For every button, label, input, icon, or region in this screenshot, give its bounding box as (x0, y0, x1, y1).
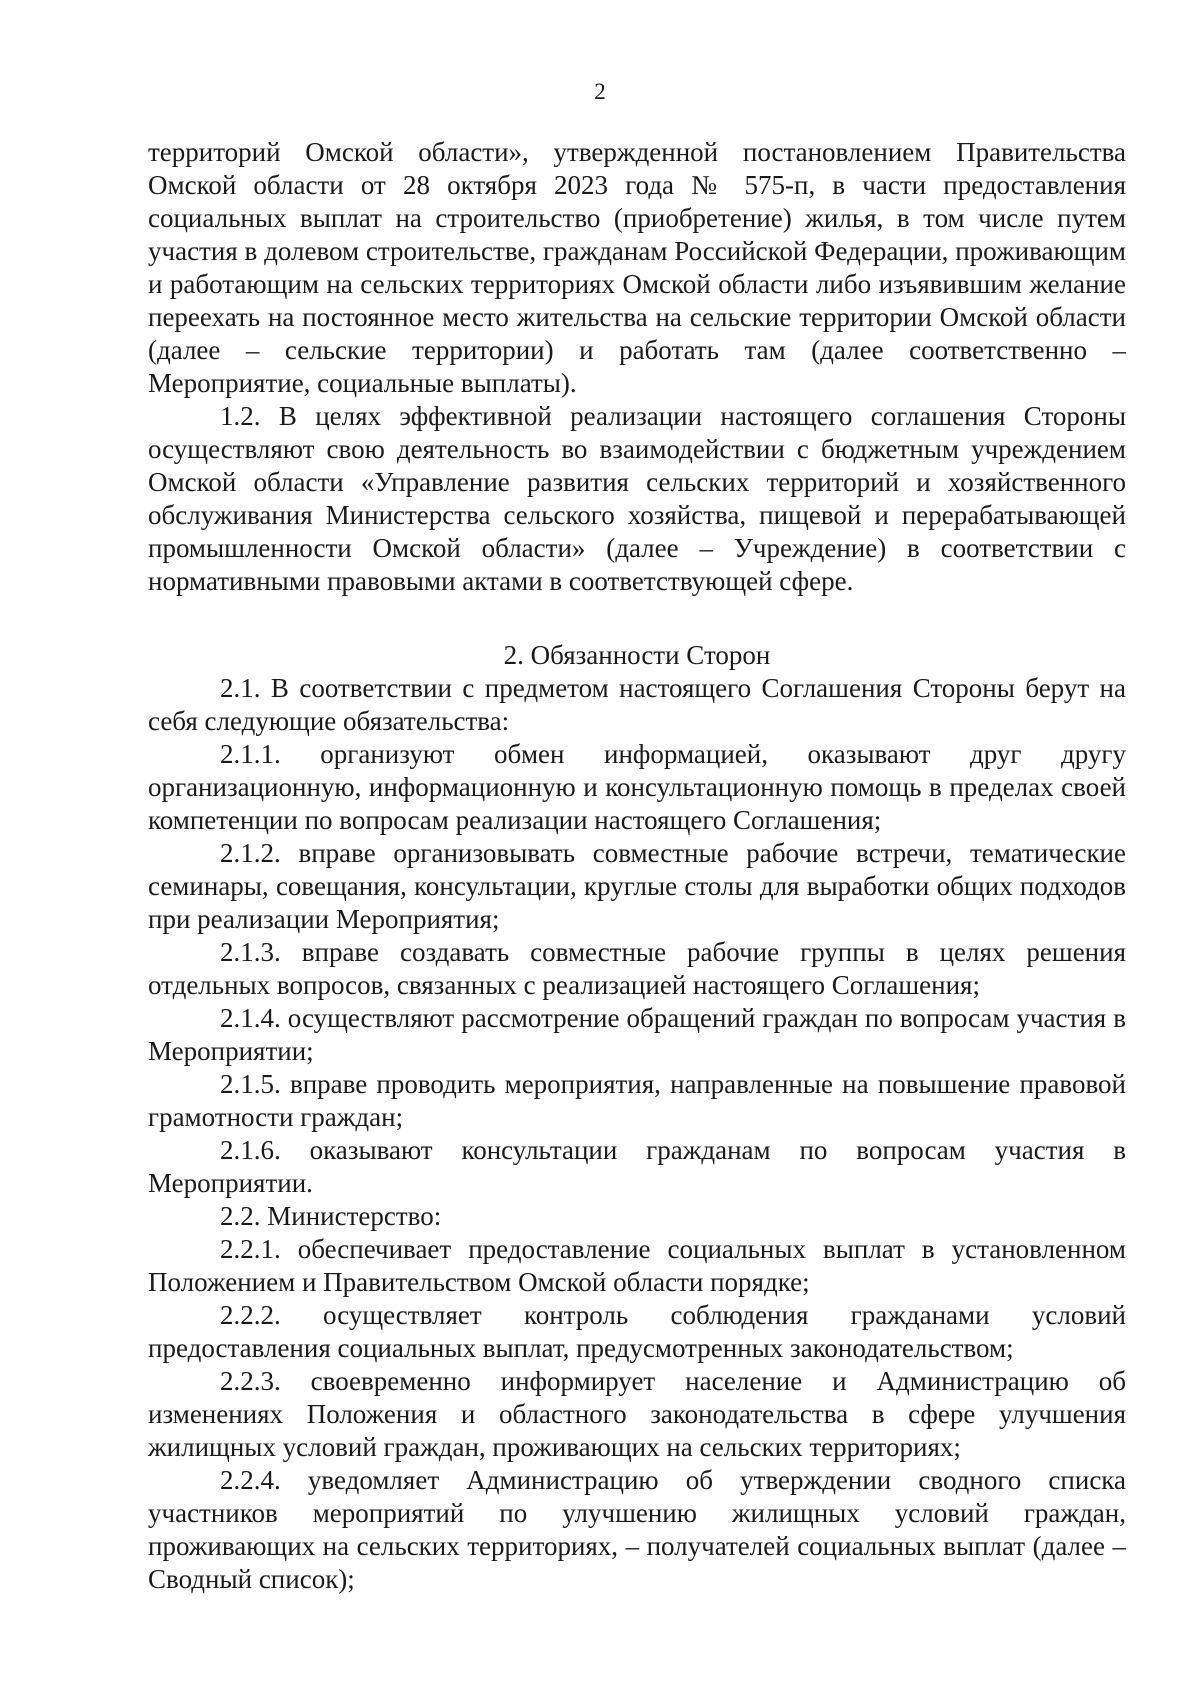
document-body (148, 136, 1126, 1596)
paragraph-2-2: 2.2. Министерство: (220, 1201, 442, 1231)
paragraph-2-1-5: 2.1.5. вправе проводить мероприятия, направленные на повышение правовой грамотности граждан; (148, 1069, 1126, 1132)
paragraph-2-2-4: 2.2.4. уведомляет Администрацию об утверждении сводного списка участников мероприятий по улучшению жилищных условий граждан, проживающих на сельских территориях, – получателей социальных выплат (далее – Сводный список); (148, 1465, 1126, 1594)
page-number: 2 (594, 79, 606, 104)
paragraph-2-1-2: 2.1.2. вправе организовывать совместные рабочие встречи, тематические семинары, совещания, консультации, круглые столы для выработки общих подходов при реализации Мероприятия; (148, 838, 1126, 934)
paragraph-2-1-1: 2.1.1. организуют обмен информацией, оказывают друг другу организационную, информационную и консультационную помощь в пределах своей компетенции по вопросам реализации настоящего Соглашения; (148, 739, 1126, 835)
paragraph-2-1-6: 2.1.6. оказывают консультации гражданам по вопросам участия в Мероприятии. (148, 1135, 1126, 1198)
paragraph-2-1-3: 2.1.3. вправе создавать совместные рабочие группы в целях решения отдельных вопросов, связанных с реализацией настоящего Соглашения; (148, 937, 1126, 1000)
paragraph-2-2-2: 2.2.2. осуществляет контроль соблюдения гражданами условий предоставления социальных выплат, предусмотренных законодательством; (148, 1300, 1126, 1363)
paragraph-2-1: 2.1. В соответствии с предметом настоящего Соглашения Стороны берут на себя следующие обязательства: (148, 673, 1126, 736)
section-heading: 2. Обязанности Сторон (503, 640, 771, 670)
paragraph-2-1-4: 2.1.4. осуществляют рассмотрение обращений граждан по вопросам участия в Мероприятии; (148, 1003, 1126, 1066)
paragraph-continuation: территорий Омской области», утвержденной постановлением Правительства Омской области от 28 октября 2023 года № 575-п, в части предоставления социальных выплат на строительство (приобретение) жилья, в том числе путем участия в долевом строительстве, гражданам Российской Федерации, проживающим и работающим на сельских территориях Омской области либо изъявившим желание переехать на постоянное место жительства на сельские территории Омской области (далее – сельские территории) и работать там (далее соответственно – Мероприятие, социальные выплаты). (148, 137, 1126, 398)
paragraph-1-2: 1.2. В целях эффективной реализации настоящего соглашения Стороны осуществляют свою деятельность во взаимодействии с бюджетным учреждением Омской области «Управление развития сельских территорий и хозяйственного обслуживания Министерства сельского хозяйства, пищевой и перерабатывающей промышленности Омской области» (далее – Учреждение) в соответствии с нормативными правовыми актами в соответствующей сфере. (148, 401, 1126, 596)
paragraph-2-2-1: 2.2.1. обеспечивает предоставление социальных выплат в установленном Положением и Правительством Омской области порядке; (148, 1234, 1126, 1297)
paragraph-2-2-3: 2.2.3. своевременно информирует население и Администрацию об изменениях Положения и областного законодательства в сфере улучшения жилищных условий граждан, проживающих на сельских территориях; (148, 1366, 1126, 1462)
